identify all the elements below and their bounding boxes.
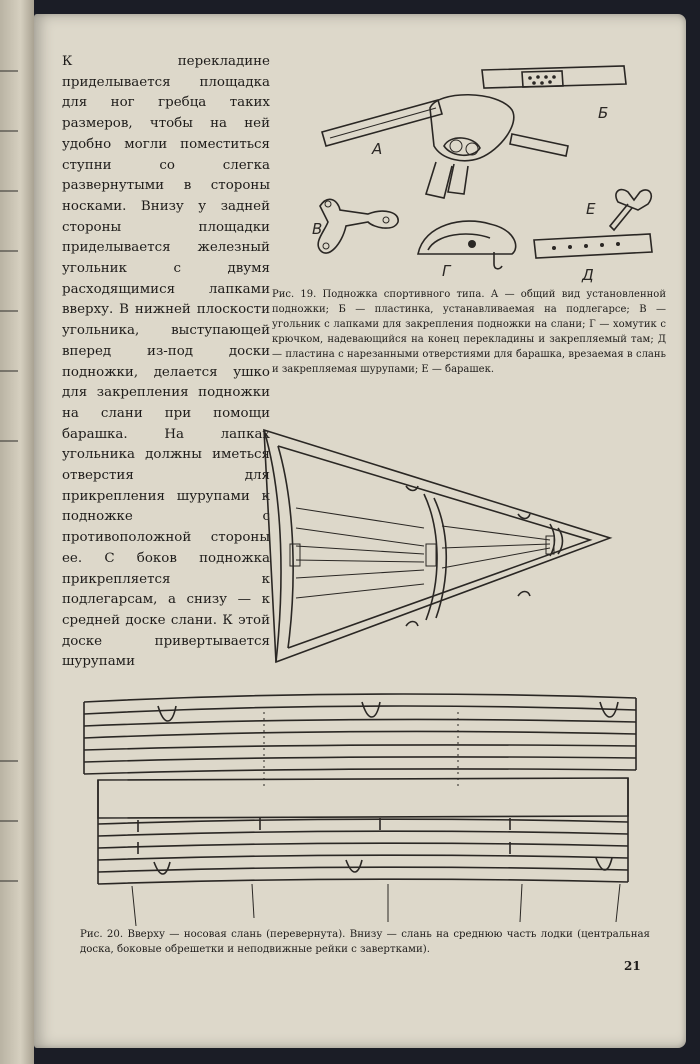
figure-20-floorboards: [80, 682, 640, 930]
plate-d-drawing: [534, 234, 652, 258]
label-v: В: [312, 220, 323, 238]
body-text: К перекладине приделывается площадка для ног гребца таких размеров, чтобы на ней удобно могли поместиться ступни со слегка развернутыми в стороны носками. Внизу у задней стороны площадки приделывается железный угольник с двумя расходящимися лапками вверху. В нижней плоскости угольника, выступающей вперед из-под доски подножки, делается ушко для закрепления подножки на слани при помощи барашка. На лапках угольника должны иметься отверстия для прикрепления шурупами к подножке с противоположной стороны ее. С боков подножка прикрепляется к подлегарсам, а снизу — к средней доске слани. К этой доске привертывается шурупами: [62, 54, 270, 670]
bow-floorboard-inverted: [84, 694, 636, 786]
wing-nut-e-drawing: [610, 190, 651, 230]
figure-20-caption: Рис. 20. Вверху — носовая слань (перевернута). Внизу — слань на среднюю часть лодки (центральная доска, боковые обрешетки и неподвижные рейки с завертками).: [80, 929, 650, 955]
clamp-g-drawing: [418, 221, 516, 269]
label-e: Е: [586, 200, 596, 218]
middle-floorboard: [98, 778, 628, 926]
figure-19-caption: Рис. 19. Подножка спортивного типа. А — общий вид установленной подножки; Б — пластинка, устанавливаемая на подлегарсе; В — угольник с лапками для закрепления подножки на слани; Г — хомутик с крючком, надевающийся на конец перекладины и закрепляемый там; Д — пластина с нарезанными отверстиями для барашка, врезаемая в слань и закрепляемая шурупами; Е — барашек.: [272, 289, 666, 375]
label-d: Д: [582, 266, 594, 284]
label-b: Б: [598, 104, 609, 122]
page-number: 21: [624, 959, 641, 973]
label-g: Г: [442, 262, 451, 280]
assembly-a-drawing: [322, 95, 568, 198]
left-page-edge: [0, 0, 34, 1064]
figure-19-footrest: [268, 54, 672, 299]
label-a: А: [372, 140, 383, 158]
bracket-v-drawing: [318, 199, 398, 253]
book-page: [34, 14, 686, 1048]
plate-b-drawing: [482, 66, 626, 88]
bow-floorboard-drawing: [256, 428, 616, 668]
